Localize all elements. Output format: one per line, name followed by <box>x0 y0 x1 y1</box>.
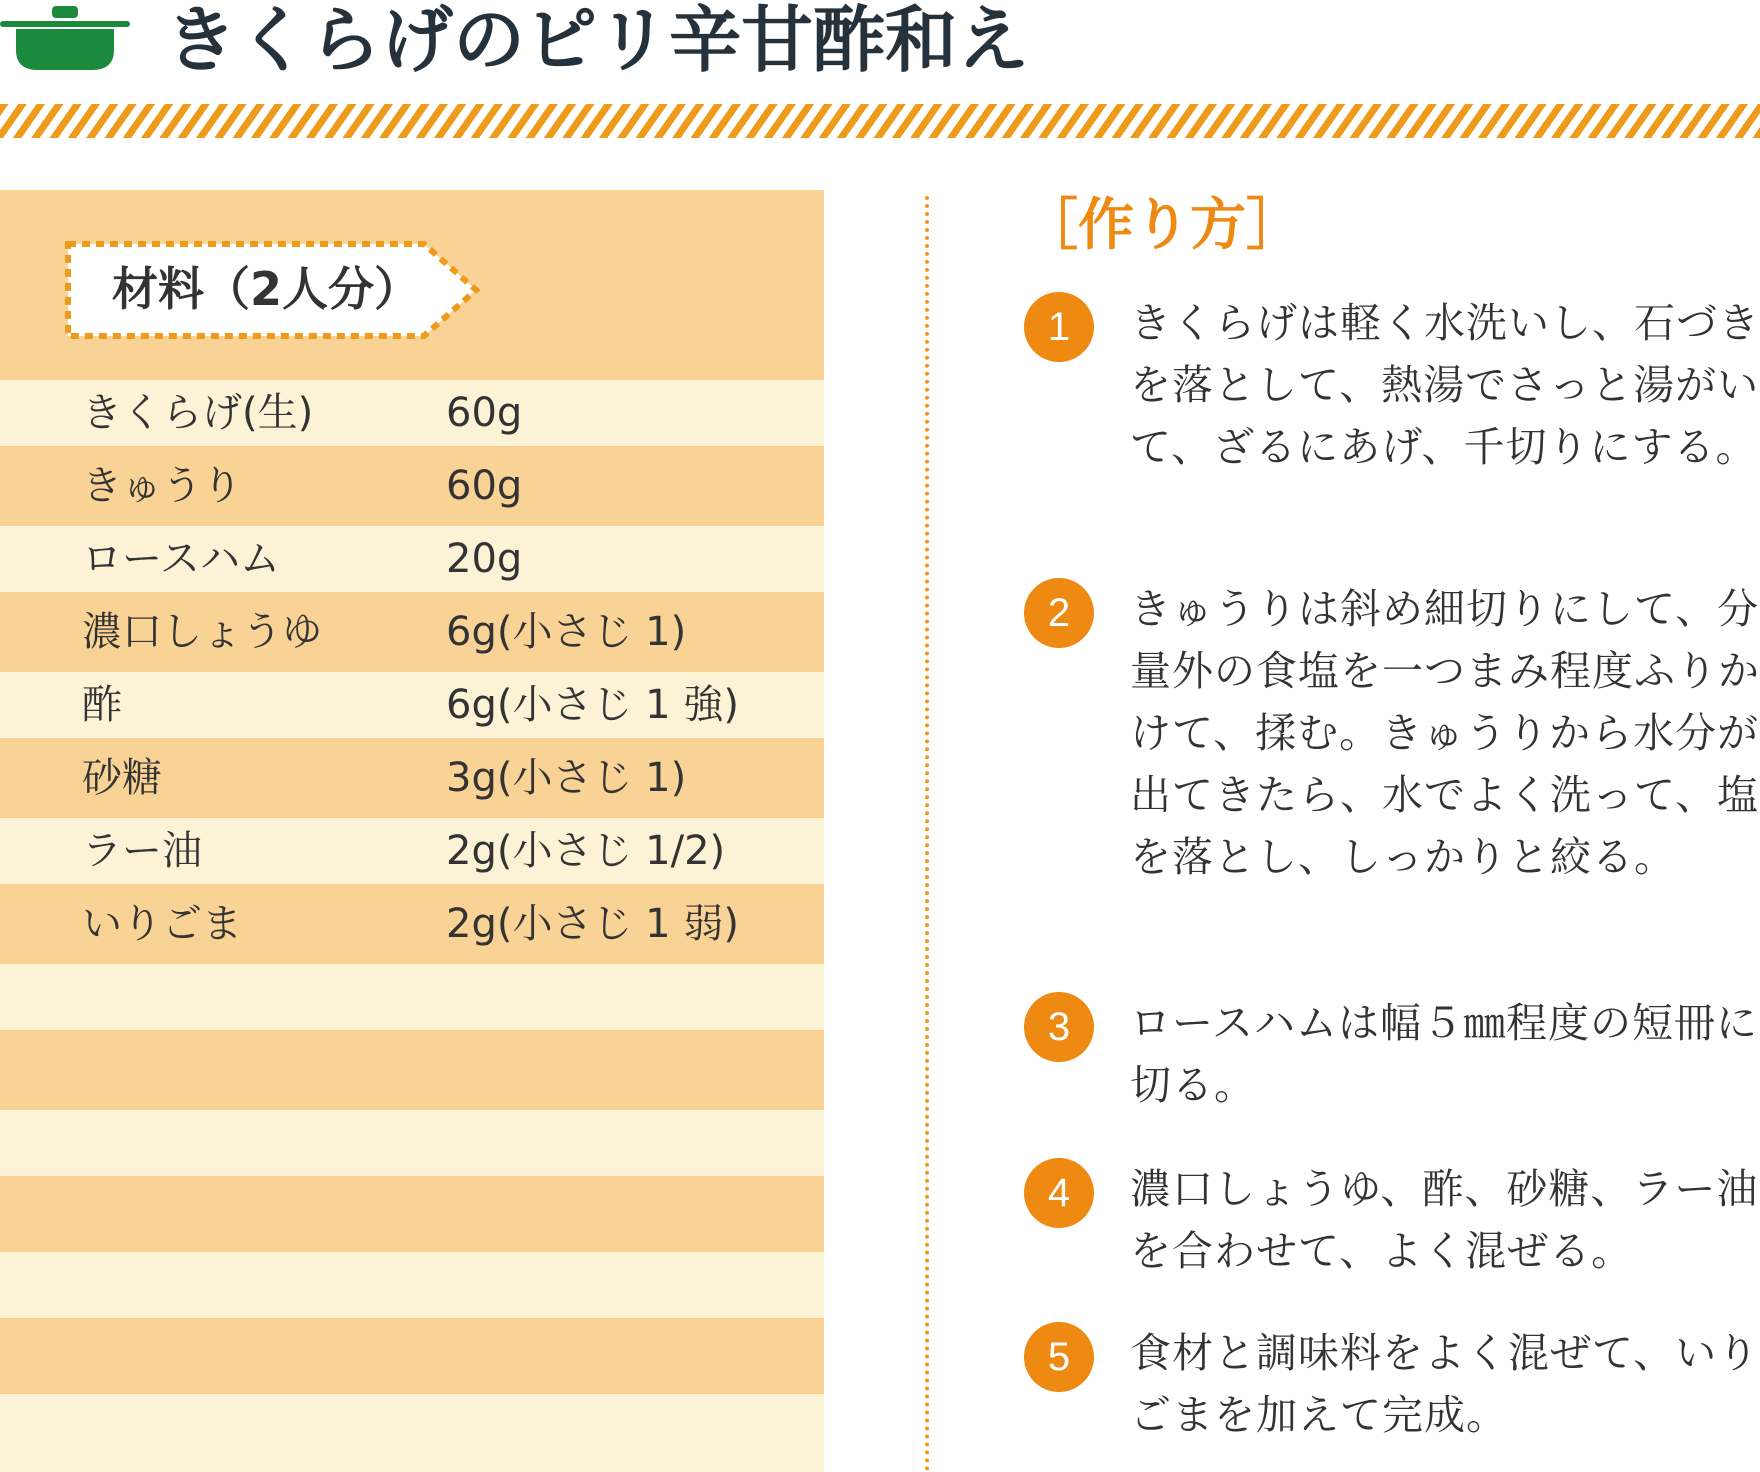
empty-row <box>0 1030 824 1110</box>
column-divider <box>925 196 929 1472</box>
method-heading: ［作り方］ <box>1022 193 1302 258</box>
ingredient-amount: 3g(小さじ 1) <box>446 755 687 801</box>
ingredient-name: 酢 <box>82 682 122 728</box>
step-number-badge: 1 <box>1024 292 1094 362</box>
step-text: ロースハムは幅５㎜程度の短冊に切る。 <box>1130 999 1758 1109</box>
pot-icon <box>0 6 130 76</box>
step-number-badge: 2 <box>1024 578 1094 648</box>
ingredient-row <box>0 446 824 526</box>
step-number-badge: 4 <box>1024 1158 1094 1228</box>
ingredient-name: ラー油 <box>82 828 202 874</box>
ingredient-row <box>0 672 824 738</box>
empty-row <box>0 1110 824 1176</box>
step-text: きゅうりは斜め細切りにして、分量外の食塩を一つまみ程度ふりかけて、揉む。きゅうりから水分が出てきたら、水でよく洗って、塩を落とし、しっかりと絞る。 <box>1130 585 1760 881</box>
ingredients-panel <box>0 190 824 1472</box>
empty-row <box>0 964 824 1030</box>
ingredient-amount: 2g(小さじ 1/2) <box>446 828 726 874</box>
empty-row <box>0 1394 824 1472</box>
ingredient-name: きくらげ(生) <box>82 390 314 436</box>
step-number-badge: 3 <box>1024 992 1094 1062</box>
ingredient-amount: 6g(小さじ 1) <box>446 609 687 655</box>
title-underline-stripes <box>0 104 1760 138</box>
step-text: きくらげは軽く水洗いし、石づきを落として、熱湯でさっと湯がいて、ざるにあげ、千切りにする。 <box>1130 299 1760 471</box>
ingredient-row <box>0 592 824 672</box>
ingredient-amount: 60g <box>446 390 523 436</box>
ingredient-row <box>0 526 824 592</box>
step-text: 濃口しょうゆ、酢、砂糖、ラー油を合わせて、よく混ぜる。 <box>1130 1165 1759 1275</box>
ingredient-row <box>0 818 824 884</box>
empty-row <box>0 1318 824 1394</box>
ingredient-name: いりごま <box>82 901 242 947</box>
ingredient-amount: 60g <box>446 463 523 509</box>
step-number-badge: 5 <box>1024 1322 1094 1392</box>
ingredients-heading: 材料（2人分） <box>112 262 421 316</box>
ingredient-amount: 2g(小さじ 1 弱) <box>446 901 739 947</box>
ingredient-name: 砂糖 <box>82 755 162 801</box>
step-text: 食材と調味料をよく混ぜて、いりごまを加えて完成。 <box>1130 1329 1760 1439</box>
ingredient-row <box>0 738 824 818</box>
ingredient-name: きゅうり <box>82 463 242 509</box>
empty-row <box>0 1176 824 1252</box>
ingredients-header <box>0 190 824 380</box>
ingredient-name: ロースハム <box>82 536 280 582</box>
ingredient-amount: 20g <box>446 536 523 582</box>
empty-row <box>0 1252 824 1318</box>
ingredient-row <box>0 380 824 446</box>
recipe-title: きくらげのピリ辛甘酢和え <box>165 0 1030 82</box>
ingredient-amount: 6g(小さじ 1 強) <box>446 682 739 728</box>
ingredient-row <box>0 884 824 964</box>
ingredient-name: 濃口しょうゆ <box>82 609 322 655</box>
